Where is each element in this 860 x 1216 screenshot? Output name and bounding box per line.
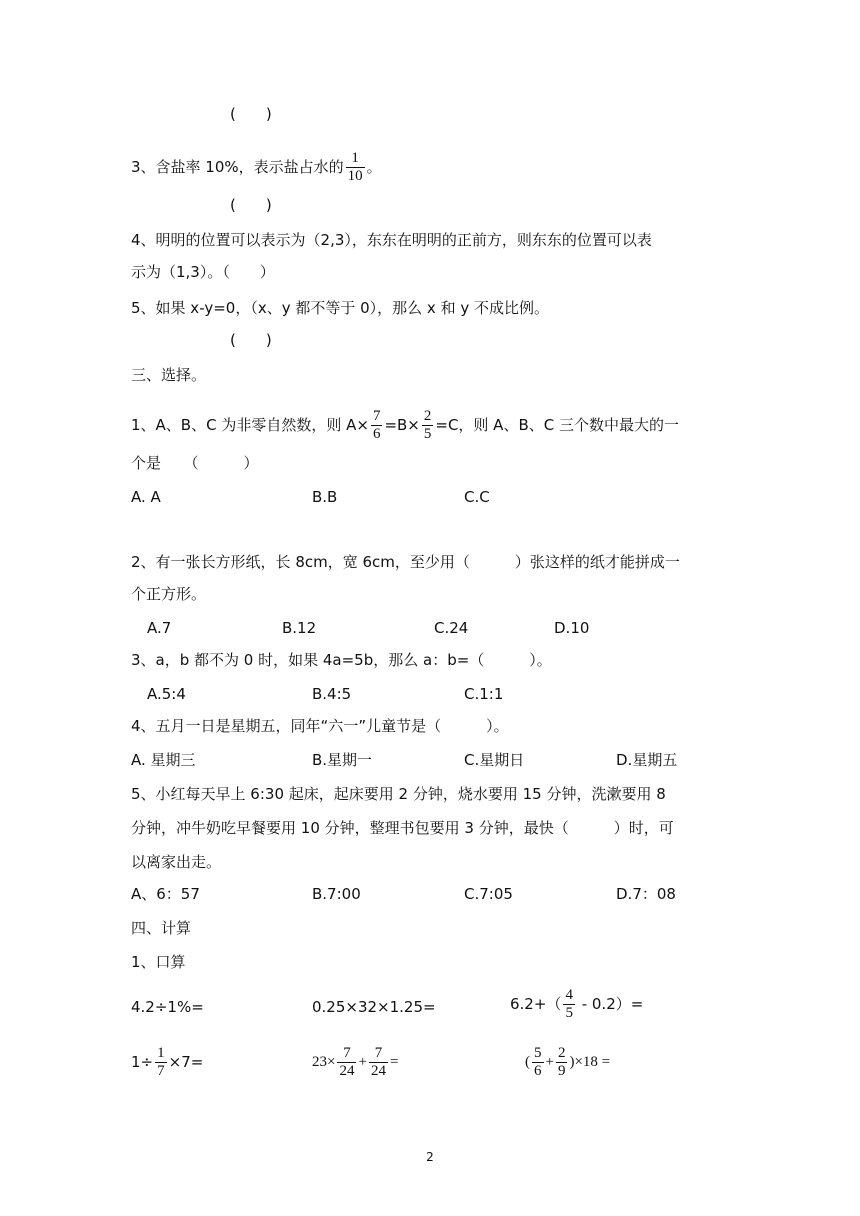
fraction-denominator: 24 [339, 1063, 355, 1079]
fraction-numerator: 1 [351, 150, 359, 166]
option-a: A.7 [147, 619, 172, 637]
fraction [422, 408, 434, 443]
option-c: C.1:1 [464, 685, 504, 703]
answer-blank: ( ) [230, 331, 272, 349]
fraction-numerator: 7 [372, 408, 381, 424]
expression-text: ×7= [168, 1053, 204, 1071]
fraction-denominator: 7 [157, 1063, 165, 1079]
expression-text: = [389, 1053, 399, 1070]
option-a: A、6：57 [131, 885, 200, 903]
judge-question-4-line1: 4、明明的位置可以表示为（2,3），东东在明明的正前方，则东东的位置可以表 [131, 231, 652, 249]
page-number: 2 [426, 1150, 434, 1164]
choice-question-5-line3: 以离家出走。 [131, 853, 222, 871]
fraction-denominator: 6 [534, 1063, 542, 1079]
option-d: D.7：08 [616, 885, 676, 903]
expression-6 [525, 1045, 610, 1080]
option-c: C.24 [434, 619, 469, 637]
question-text: =B× [384, 416, 420, 434]
subsection-title-oral: 1、口算 [131, 953, 186, 971]
fraction-numerator: 5 [534, 1045, 542, 1061]
answer-blank: ( ) [230, 105, 272, 123]
option-d: D.星期五 [616, 751, 678, 769]
question-text: 3、含盐率 10%，表示盐占水的 [131, 158, 344, 176]
choice-question-1-line1 [131, 408, 679, 443]
expression-text: 1÷ [131, 1053, 154, 1071]
fraction-numerator: 7 [343, 1045, 351, 1061]
fraction [371, 408, 383, 443]
expression-2: 0.25×32×1.25= [312, 998, 436, 1016]
question-text: =C，则 A、B、C 三个数中最大的一 [435, 416, 679, 434]
fraction-denominator: 6 [372, 426, 381, 442]
option-a: A.5:4 [147, 685, 186, 703]
expression-text: - 0.2）= [576, 995, 644, 1013]
option-d: D.10 [554, 619, 590, 637]
section-title-calculation: 四、计算 [131, 919, 192, 937]
option-c: C.星期日 [464, 751, 525, 769]
fraction-numerator: 4 [565, 987, 573, 1003]
choice-question-2-line1: 2、有一张长方形纸，长 8cm，宽 6cm，至少用（ ）张这样的纸才能拼成一 [131, 553, 680, 571]
fraction-denominator: 9 [557, 1063, 566, 1079]
fraction [532, 1045, 544, 1080]
expression-3 [510, 987, 643, 1022]
fraction-denominator: 10 [347, 168, 363, 184]
option-b: B.星期一 [312, 751, 373, 769]
fraction-numerator: 1 [157, 1045, 165, 1061]
choice-question-5-line1: 5、小红每天早上 6:30 起床，起床要用 2 分钟，烧水要用 15 分钟，洗漱要用 8 [131, 785, 666, 803]
expression-4 [131, 1045, 203, 1080]
option-b: B.4:5 [312, 685, 352, 703]
expression-5 [312, 1045, 398, 1080]
plus-sign: + [358, 1053, 367, 1070]
judge-question-3 [131, 150, 382, 185]
fraction-numerator: 2 [557, 1045, 566, 1061]
choice-question-2-line2: 个正方形。 [131, 585, 207, 603]
fraction [556, 1045, 568, 1080]
fraction [346, 150, 365, 185]
fraction-denominator: 5 [423, 426, 432, 442]
judge-question-4-line2: 示为（1,3）。（ ） [131, 263, 275, 281]
choice-question-1-line2: 个是 （ ） [131, 454, 259, 472]
fraction-numerator: 2 [423, 408, 432, 424]
choice-question-4: 4、五月一日是星期五，同年“六一”儿童节是（ ）。 [131, 717, 509, 735]
choice-question-5-line2: 分钟，冲牛奶吃早餐要用 10 分钟，整理书包要用 3 分钟，最快（ ）时，可 [131, 819, 674, 837]
question-text: 1、A、B、C 为非零自然数，则 A× [131, 416, 369, 434]
option-c: C.7:05 [464, 885, 513, 903]
judge-question-5: 5、如果 x-y=0，（x、y 都不等于 0），那么 x 和 y 不成比例。 [131, 299, 549, 317]
fraction [563, 987, 575, 1022]
option-a: A. A [131, 488, 161, 506]
plus-sign: + [545, 1053, 554, 1070]
option-a: A. 星期三 [131, 751, 196, 769]
fraction [369, 1045, 388, 1080]
fraction [155, 1045, 167, 1080]
fraction [337, 1045, 356, 1080]
fraction-denominator: 24 [370, 1063, 386, 1079]
fraction-numerator: 7 [374, 1045, 383, 1061]
expression-1: 4.2÷1%= [131, 998, 204, 1016]
answer-blank: ( ) [230, 196, 272, 214]
option-b: B.12 [282, 619, 317, 637]
expression-text: )×18 = [569, 1053, 611, 1070]
option-b: B.7:00 [312, 885, 361, 903]
section-title-choice: 三、选择。 [131, 366, 207, 384]
option-c: C.C [464, 488, 490, 506]
fraction-denominator: 5 [565, 1005, 573, 1021]
choice-question-3: 3、a，b 都不为 0 时，如果 4a=5b，那么 a：b=（ ）。 [131, 651, 552, 669]
expression-text: ( [525, 1053, 530, 1070]
question-text-tail: 。 [366, 158, 382, 176]
option-b: B.B [312, 488, 338, 506]
expression-text: 6.2+（ [510, 995, 562, 1013]
expression-text: 23× [312, 1053, 336, 1070]
